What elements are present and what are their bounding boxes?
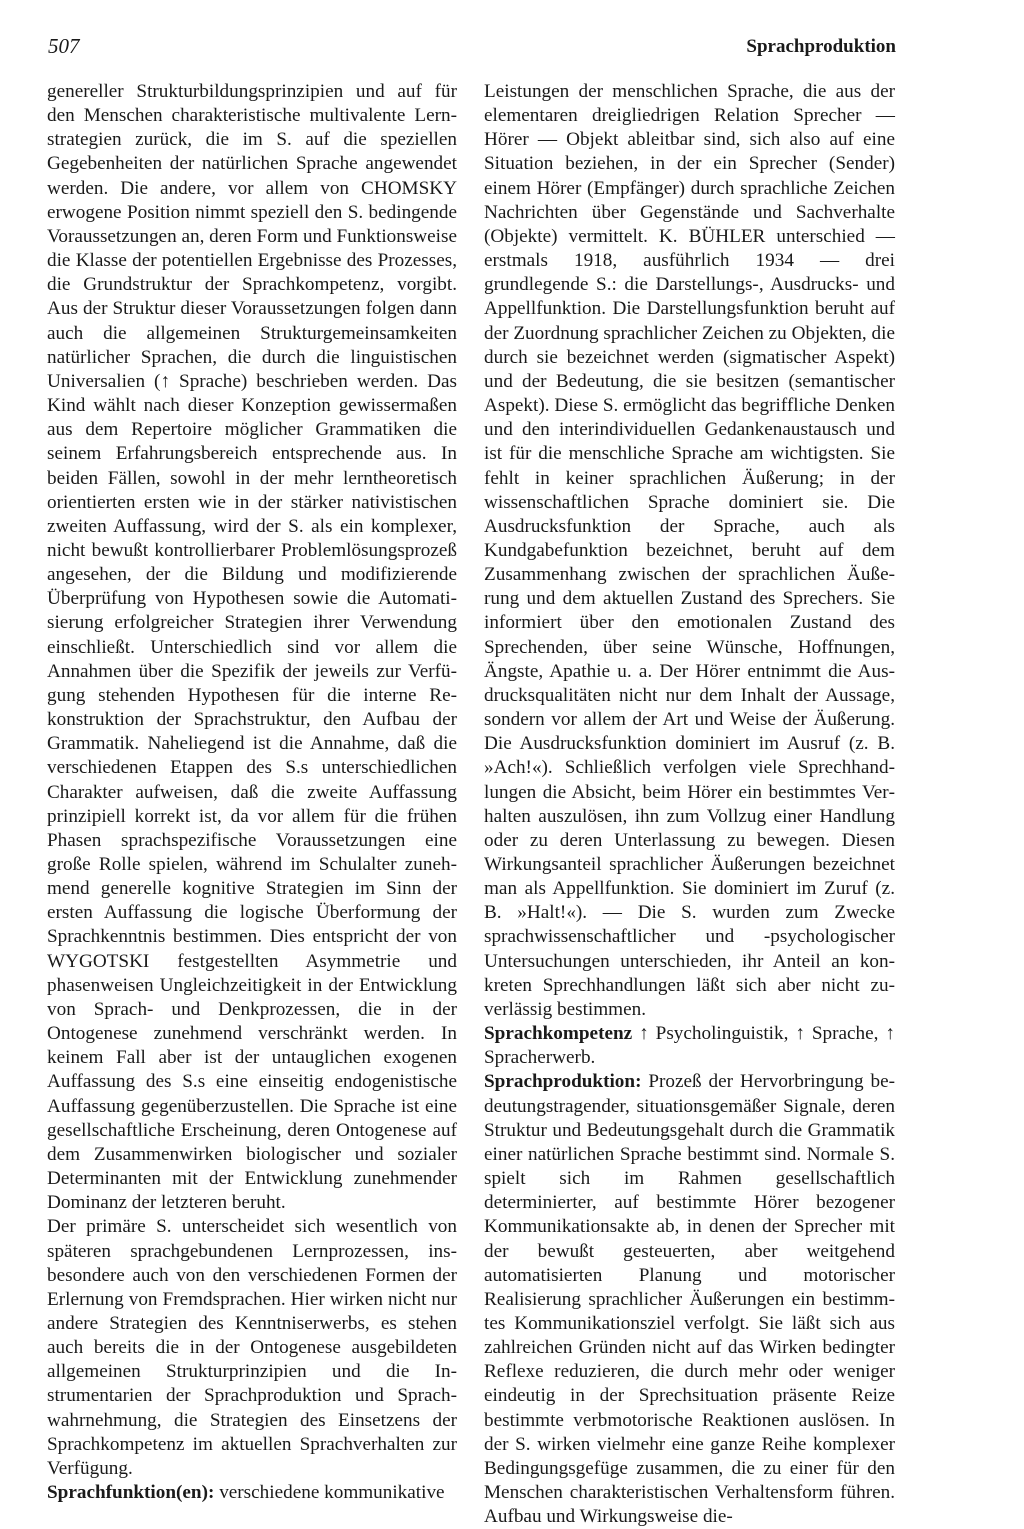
entry-sprachfunktion-start: [47, 1481, 457, 1505]
page-number: 507: [48, 34, 80, 58]
entry-text: Prozeß der Hervorbringung bedeutungstragender, situationsgemäßer Signale, deren Struktur und Bedeutungsgehalt durch die Grammatik einer natürlichen Sprache bestimmt sind. Normale S. spielt sich im Rahmen gesellschaftlich determinierter, auf bestimmte Hörer bezogener Kommunikationsakte ab, in denen der Sprecher mit der bewußt gesteuerten, aber weitgehend automatisierten Planung und motorischer Realisierung sprachlicher Äußerungen ein bestimmtes Kommunikationsziel verfolgt. Sie läßt sich aus zahlreichen Gründen nicht auf das Wirken bedingter Reflexe reduzieren, die durch mehr oder weniger eindeutig in der Sprechsituation präsente Reize bestimmte verbmotorische Reaktionen auslösen. In der S. wirken vielmehr eine ganze Reihe komplexer Bedingungsgefüge zusammen, die zu einer für den Menschen charakteristischen Verhaltensform führen. Aufbau und Wirkungsweise die-: [484, 1071, 895, 1528]
paragraph-primaerer-spracherwerb: Der primäre S. unterscheidet sich wesentlich von späteren sprachgebundenen Lernprozessen, insbesondere auch von den verschiedenen Formen der Erlernung von Fremdsprachen. Hier wirken nicht nur andere Strategien des Kenntniserwerbs, es stehen auch bereits die in der Ontogenese ausgebildeten allgemeinen Strukturprinzipien und die Instrumentarien der Sprachproduktion und Sprachwahrnehmung, die Strategien des Einsetzens der Sprachkompetenz im aktuellen Sprachverhalten zur Verfügung.: [47, 1216, 457, 1479]
lemma-sprachfunktion: Sprachfunktion(en):: [47, 1482, 215, 1504]
paragraph-spracherwerb-continued: genereller Strukturbildungsprinzipien und auf für den Menschen charakteristische multivalente Lernstrategien zurück, die im S. auf die speziellen Gegebenheiten der natürlichen Sprache angewendet werden. Die andere, vor allem von CHOMSKY erwogene Position nimmt speziell den S. bedingende Voraussetzungen an, deren Form und Funktionsweise die Klasse der potentiellen Ergebnisse des Prozesses, die Grundstruktur der Sprachkompetenz, vorgibt. Aus der Struktur dieser Voraussetzungen folgen dann auch die allgemeinen Strukturgemeinsamkeiten natürlicher Sprachen, die durch die linguistischen Universalien (↑ Sprache) beschrieben werden. Das Kind wählt nach dieser Konzeption gewissermaßen aus dem Repertoire möglicher Grammatiken die seinem Erfahrungsbereich entsprechende aus. In beiden Fällen, sowohl in der mehr lerntheoretisch orientierten ersten wie in der stärker nativistischen zweiten Auffassung, wird der S. als ein komplexer, nicht bewußt kontrollierbarer Problemlösungsprozeß angesehen, der die Bildung und modifizierende Überprüfung von Hypothesen sowie die Automatisierung erfolgreicher Strategien ihrer Verwendung einschließt. Unterschiedlich sind vor allem die Annahmen über die Spezifik der jeweils zur Verfügung stehenden Hypothesen für die interne Rekonstruktion der Sprachstruktur, den Aufbau der Grammatik. Naheliegend ist die Annahme, daß die verschiedenen Etappen des S.s unterschiedlichen Charakter aufweisen, daß die zweite Auffassung prinzipiell korrekt ist, da vor allem für die frühen Phasen sprachspezifische Voraussetzungen eine große Rolle spielen, während im Schulalter zunehmend generelle kognitive Strategien im Sinn der ersten Auffassung die logische Überformung der Sprachkenntnis bestimmen. Dies entspricht der von WYGOTSKI festgestellten Asymmetrie und phasenweisen Ungleichzeitigkeit in der Entwicklung von Sprach- und Denkprozessen, die in der Ontogenese zunehmend verschränkt werden. In keinem Fall aber ist der untauglichen exogenen Auffassung des S.s eine einseitig endogenistische Auffassung gegenüberzustellen. Die Sprache ist eine gesellschaftliche Erscheinung, deren Ontogenese auf dem Zusammenwirken biologischer und sozialer Determinanten mit der Entwicklung zunehmender Dominanz der letzteren beruht.: [47, 81, 457, 1214]
lemma-sprachkompetenz: Sprachkompetenz: [484, 1023, 633, 1045]
entry-text: ↑ Psycholinguistik, ↑ Sprache, ↑ Spracherwerb.: [484, 1023, 895, 1069]
running-title: Sprachproduktion: [746, 36, 896, 57]
entry-text: verschiedene kommunikative: [214, 1482, 445, 1504]
entry-sprachkompetenz: [484, 1022, 895, 1070]
left-column: [47, 80, 457, 1505]
entry-sprachproduktion: [484, 1070, 895, 1529]
lemma-sprachproduktion: Sprachproduktion:: [484, 1071, 642, 1093]
right-column: [484, 80, 895, 1529]
entry-sprachfunktion-continued: Leistungen der menschlichen Sprache, die aus der elementaren dreigliedrigen Relation Sprecher — Hörer — Objekt ableitbar sind, sich also auf eine Situation beziehen, in der ein Sprecher (Sender) einem Hörer (Empfänger) durch sprachliche Zeichen Nachrichten über Gegenstände und Sachverhalte (Objekte) vermittelt. K. BÜHLER unterschied — erstmals 1918, ausführlich 1934 — drei grundlegende S.: die Darstellungs-, Ausdrucks- und Appellfunktion. Die Darstellungsfunktion beruht auf der Zuordnung sprachlicher Zeichen zu Objekten, die durch sie bezeichnet werden (sigmatischer Aspekt) und der Bedeutung, die sie besitzen (semantischer Aspekt). Diese S. ermöglicht das begriffliche Denken und den interindividuellen Gedankenaustausch und ist für die menschliche Sprache am wichtigsten. Sie fehlt in keiner sprachlichen Äußerung; in der wissenschaftlichen Sprache dominiert sie. Die Ausdrucksfunktion der Sprache, auch als Kundgabefunktion bezeichnet, beruht auf dem Zusammenhang zwischen der sprachlichen Äußerung und dem aktuellen Zustand des Sprechers. Sie informiert über den emotionalen Zustand des Sprechenden, über seine Wünsche, Hoffnungen, Ängste, Apathie u. a. Der Hörer entnimmt die Ausdrucksqualitäten nicht nur dem Inhalt der Aussage, sondern vor allem der Art und Weise der Äußerung. Die Ausdrucksfunktion dominiert im Ausruf (z. B. »Ach!«). Schließlich verfolgen viele Sprechhandlungen die Absicht, beim Hörer ein bestimmtes Verhalten auszulösen, ihn zum Vollzug einer Handlung oder zu deren Unterlassung zu bewegen. Diesen Wirkungsanteil sprachlicher Äußerungen bezeichnet man als Appellfunktion. Sie dominiert im Zuruf (z. B. »Halt!«). — Die S. wurden zum Zwecke sprachwissenschaftlicher und -psychologischer Untersuchungen unterschieden, ihr Anteil an konkreten Sprechhandlungen läßt sich aber nicht zuverlässig bestimmen.: [484, 81, 895, 1020]
